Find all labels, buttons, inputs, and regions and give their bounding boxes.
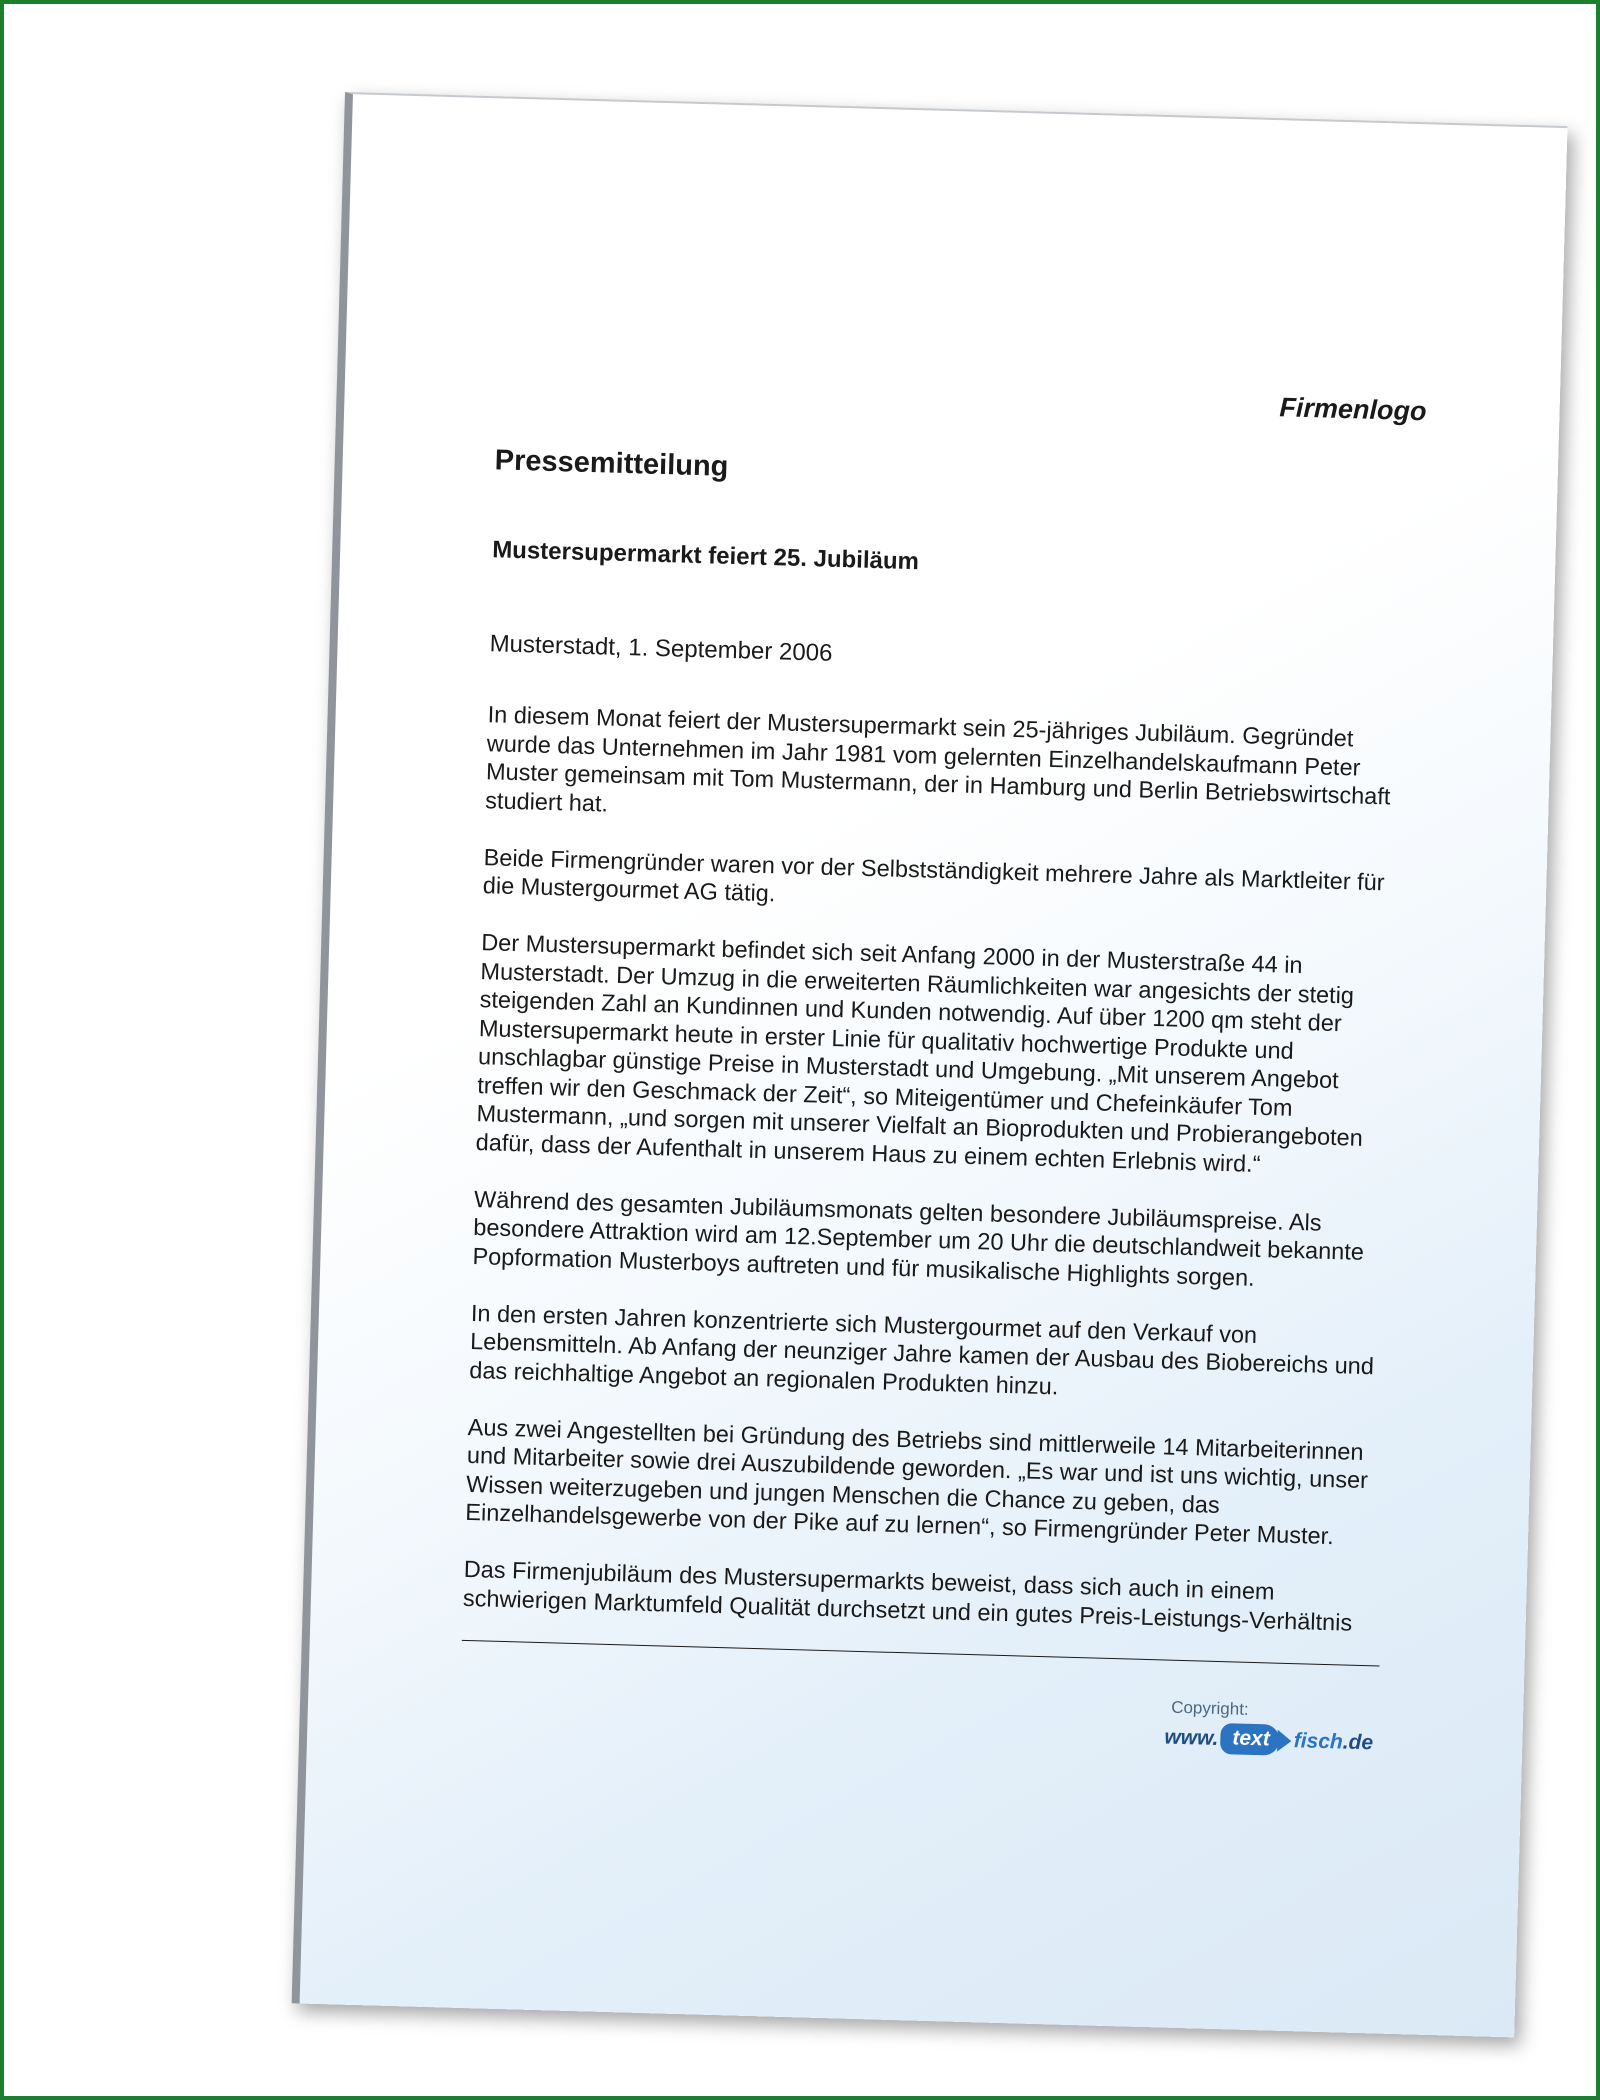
dateline: Musterstadt, 1. September 2006	[489, 630, 833, 667]
brand-suffix: fisch	[1293, 1728, 1344, 1753]
paragraph: In diesem Monat feiert der Mustersupermarkt sein 25-jähriges Jubiläum. Gegründet wurde das Unternehmen im Jahr 1981 vom gelernten Einzelhandelskaufmann Peter Muster gemeinsam mit Tom Mustermann, der in Hamburg und Berlin Betriebswirtschaft studiert hat.	[484, 701, 1391, 817]
brand-logo	[1164, 1722, 1395, 1759]
press-body	[462, 700, 1418, 1666]
document-content	[462, 98, 1435, 1754]
fish-icon	[1220, 1723, 1280, 1756]
paragraph: Der Mustersupermarkt befindet sich seit Anfang 2000 in der Musterstraße 44 in Musterstadt. Der Umzug in die erweiterten Räumlichkeiten war angesichts der stetig steigenden Zahl an Kundinnen und Kunden notwendig. Auf über 1200 qm steht der Mustersupermarkt heute in erster Linie für qualitativ hochwertige Produkte und unschlagbar günstige Preise in Musterstadt und Umgebung. „Mit unserem Angebot treffen wir den Geschmack der Zeit“, so Miteigentümer und Chefeinkäufer Tom Mustermann, „und sorgen mit unserer Vielfalt an Bioprodukten und Probierangeboten dafür, dass der Aufenthalt in unserem Haus zu einem echten Erlebnis wird.“	[475, 929, 1364, 1177]
document-title: Pressemitteilung	[494, 444, 729, 483]
paragraph: Aus zwei Angestellten bei Gründung des Betriebs sind mittlerweile 14 Mitarbeiterinnen und Mitarbeiter sowie drei Auszubildende geworden. „Es war und ist uns wichtig, unser Wissen weiterzugeben und jungen Menschen die Chance zu geben, das Einzelhandelsgewerbe von der Pike auf zu lernen“, so Firmengründer Peter Muster.	[465, 1413, 1369, 1550]
paragraph: Während des gesamten Jubiläumsmonats gelten besondere Jubiläumspreise. Als besondere Attraktion wird am 12.September um 20 Uhr die deutschlandweit bekannte Popformation Musterboys auftreten und für musikalische Highlights sorgen.	[472, 1185, 1365, 1291]
paragraph: Beide Firmengründer waren vor der Selbstständigkeit mehrere Jahre als Marktleiter für die Mustergourmet AG tätig.	[482, 843, 1385, 907]
document-page	[292, 92, 1568, 2037]
brand-badge-text: text	[1232, 1726, 1271, 1751]
paragraph: In den ersten Jahren konzentrierte sich Mustergourmet auf den Verkauf von Lebensmitteln. Ab Anfang der neunziger Jahre kamen der Ausbau des Biobereichs und das reichhaltige Angebot an regionalen Produkten hinzu.	[469, 1299, 1375, 1399]
brand-prefix: www.	[1164, 1725, 1219, 1750]
brand-tld: .de	[1342, 1730, 1374, 1754]
copyright-label: Copyright:	[1170, 1697, 1249, 1719]
company-logo-placeholder: Firmenlogo	[1279, 392, 1427, 427]
paragraph: Das Firmenjubiläum des Mustersupermarkts beweist, dass sich auch in einem schwierigen Marktumfeld Qualität durchsetzt und ein gutes Preis-Leistungs-Verhältnis	[462, 1555, 1353, 1636]
copyright-block	[1164, 1698, 1395, 1759]
press-headline: Mustersupermarkt feiert 25. Jubiläum	[491, 536, 920, 576]
